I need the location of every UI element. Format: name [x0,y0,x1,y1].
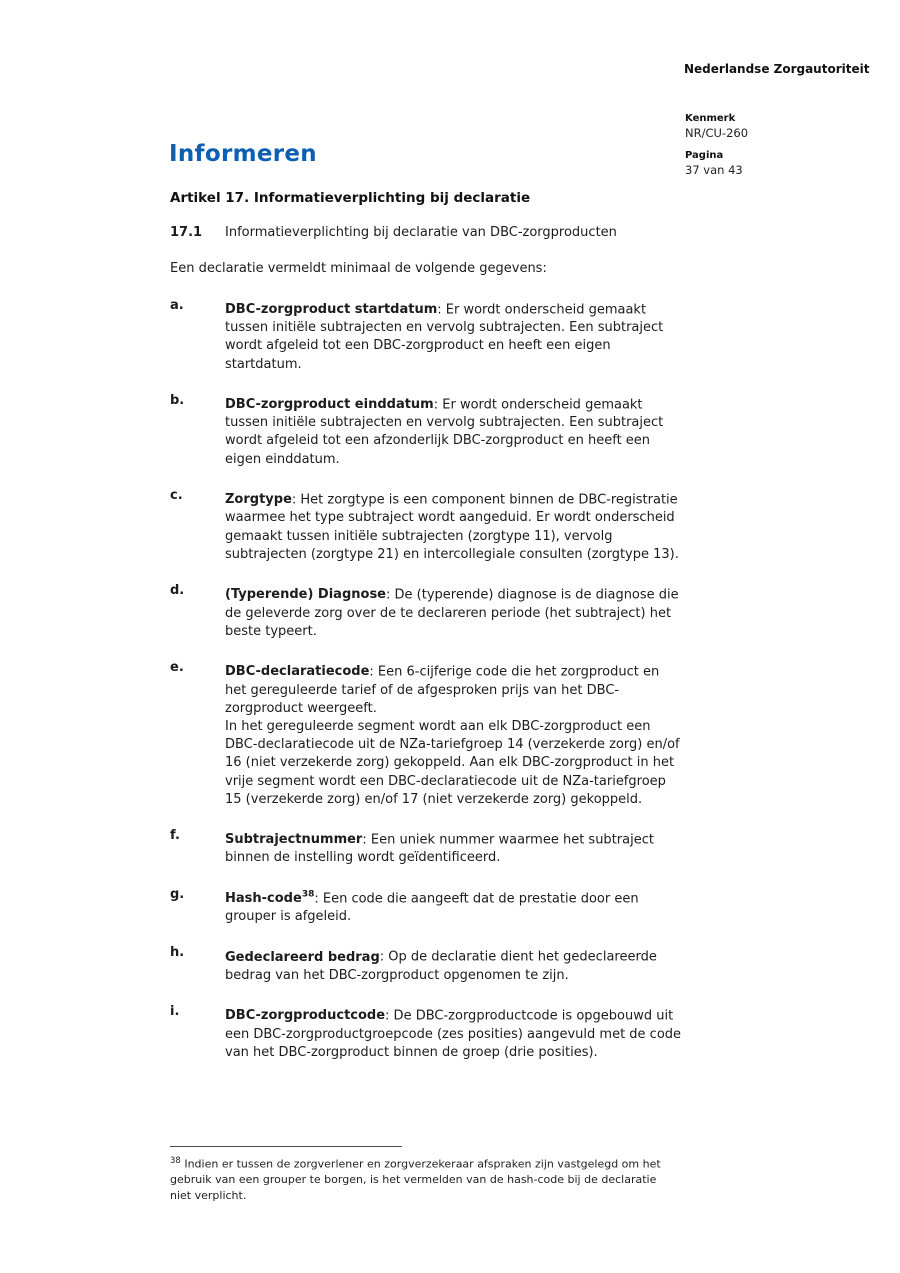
article-heading: Artikel 17. Informatieverplichting bij declaratie [170,190,531,206]
item-text: : Een uniek nummer waarmee het subtraject binnen de instelling wordt geïdentificeerd. [225,832,654,866]
list-item-i [170,1003,684,1062]
item-body [225,487,682,564]
item-body [225,297,682,374]
item-extra-text: In het gereguleerde segment wordt aan elk DBC-zorgproduct een DBC-declaratiecode uit de NZa-tariefgroep 14 (verzekerde zorg) en/of 16 (niet verzekerde zorg) gekoppeld. Aan elk DBC-zorgproduct in het vrije segment wordt een DBC-declaratiecode uit de NZa-tariefgroep 15 (verzekerde zorg) en/of 17 (niet verzekerde zorg) gekoppeld. [225,718,680,807]
item-text: : Er wordt onderscheid gemaakt tussen initiële subtrajecten en vervolg subtrajecten. Een subtraject wordt afgeleid tot een DBC-zorgproduct en heeft een eigen startdatum. [225,301,664,372]
item-letter: g. [170,886,185,902]
item-term: DBC-zorgproduct einddatum [225,397,434,413]
list-item-c [170,487,684,564]
item-body [225,582,682,641]
list-item-e [170,659,684,809]
item-term: (Typerende) Diagnose [225,587,387,603]
item-letter: c. [170,487,183,503]
list-item-a [170,297,684,374]
item-body [225,392,682,469]
section-heading-row [170,224,684,242]
item-letter: i. [170,1004,180,1020]
kenmerk-value: NR/CU-260 [685,126,749,140]
list-item-g [170,886,684,927]
item-letter: f. [170,827,180,843]
item-body [225,886,682,927]
item-body [225,1003,682,1062]
item-body [225,827,682,868]
organization-name: Nederlandse Zorgautoriteit [684,62,870,76]
item-text: : De (typerende) diagnose is de diagnose die de geleverde zorg over de te declareren periode (het subtraject) het beste typeert. [225,587,679,639]
kenmerk-label: Kenmerk [685,113,736,124]
list-item-b [170,392,684,469]
list-item-f [170,827,684,868]
item-footnote-ref: 38 [301,889,315,900]
intro-text: Een declaratie vermeldt minimaal de volgende gegevens: [170,261,547,277]
item-term: DBC-zorgproduct startdatum [225,301,438,317]
item-letter: e. [170,659,184,675]
section-number: 17.1 [170,225,203,241]
item-term: Gedeclareerd bedrag [225,949,380,965]
item-letter: b. [170,392,185,408]
footnote-divider [170,1146,402,1147]
item-text: : Op de declaratie dient het gedeclareerde bedrag van het DBC-zorgproduct opgenomen te zijn. [225,949,657,983]
item-text: : De DBC-zorgproductcode is opgebouwd uit een DBC-zorgproductgroepcode (zes posities) aangevuld met de code van het DBC-zorgproduct binnen de groep (drie posities). [225,1008,682,1060]
footnote-text: Indien er tussen de zorgverlener en zorgverzekeraar afspraken zijn vastgelegd om het gebruik van een grouper te borgen, is het vermelden van de hash-code bij de declaratie niet verplicht. [170,1157,661,1202]
item-text: : Het zorgtype is een component binnen de DBC-registratie waarmee het type subtraject wordt aangeduid. Er wordt onderscheid gemaakt tussen initiële subtrajecten (zorgtype 11), vervolg subtrajecten (zorgtype 21) en intercollegiale consulten (zorgtype 13). [225,492,679,562]
item-body [225,944,682,985]
item-letter: a. [170,297,184,313]
item-term: Subtrajectnummer [225,832,363,848]
footnote [170,1146,675,1203]
page-title: Informeren [169,141,317,167]
item-term: Hash-code$^{38}$ [225,889,315,906]
item-term: Zorgtype [225,492,292,508]
main-content [170,189,684,1080]
item-term: DBC-zorgproductcode [225,1008,386,1024]
item-letter: h. [170,945,185,961]
footnote-body [170,1154,675,1203]
item-letter: d. [170,583,185,599]
item-text: : Een code die aangeeft dat de prestatie door een grouper is afgeleid. [225,890,639,925]
list-item-d [170,582,684,641]
item-text: : Een 6-cijferige code die het zorgproduct en het gereguleerde tarief of de afgesproken prijs van het DBC-zorgproduct weergeeft. [225,664,660,716]
item-term: DBC-declaratiecode [225,664,370,680]
list-item-h [170,944,684,985]
section-heading: Informatieverplichting bij declaratie van DBC-zorgproducten [225,225,617,241]
footnote-marker: 38 [170,1156,181,1166]
document-meta [685,112,748,186]
item-text: : Er wordt onderscheid gemaakt tussen initiële subtrajecten en vervolg subtrajecten. Een subtraject wordt afgeleid tot een afzonderlijk DBC-zorgproduct en heeft een eigen einddatum. [225,397,664,467]
pagina-label: Pagina [685,150,724,161]
pagina-value: 37 van 43 [685,163,743,177]
item-body [225,659,682,809]
